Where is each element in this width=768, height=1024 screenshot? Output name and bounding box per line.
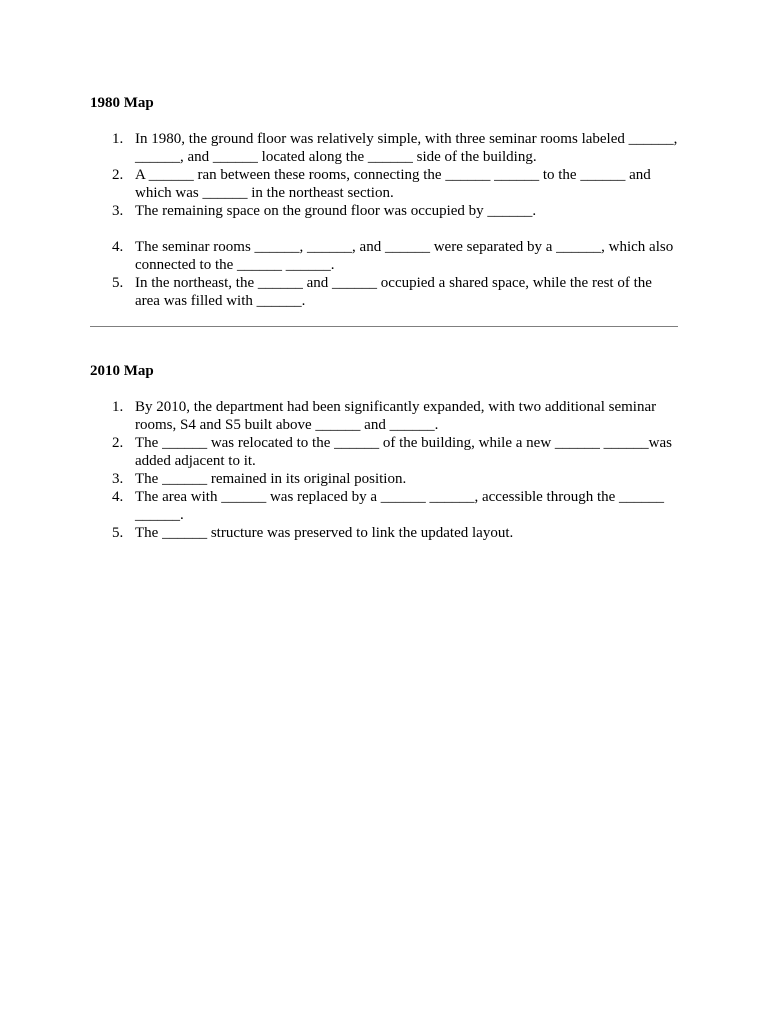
item-text: The ______ structure was preserved to link the updated layout.: [135, 525, 514, 541]
horizontal-divider: [90, 326, 678, 327]
section-heading: 1980 Map: [90, 95, 154, 111]
item-text: In the northeast, the ______ and ______ occupied a shared space, while the rest of the area was filled with ______.: [135, 275, 652, 309]
item-number: 1.: [112, 131, 124, 147]
item-text: The ______ remained in its original position.: [135, 471, 407, 487]
question-list: [90, 130, 680, 310]
section-2010-map: [90, 362, 680, 542]
item-number: 4.: [112, 489, 124, 505]
list-item: [90, 238, 680, 274]
list-item: [90, 488, 680, 524]
item-number: 5.: [112, 525, 124, 541]
item-number: 3.: [112, 471, 124, 487]
list-item: [90, 274, 680, 310]
list-item: [90, 524, 680, 542]
question-list: [90, 398, 680, 542]
section-heading: 2010 Map: [90, 363, 154, 379]
list-item: [90, 470, 680, 488]
item-text: The seminar rooms ______, ______, and ______ were separated by a ______, which also connected to the ______ ______.: [135, 239, 674, 273]
item-number: 2.: [112, 167, 124, 183]
item-number: 3.: [112, 203, 124, 219]
item-number: 1.: [112, 399, 124, 415]
item-text: The remaining space on the ground floor was occupied by ______.: [135, 203, 537, 219]
item-text: In 1980, the ground floor was relatively simple, with three seminar rooms labeled ______, ______, and ______ located along the ______ side of the building.: [135, 131, 678, 165]
list-item: [90, 202, 680, 220]
section-1980-map: [90, 94, 680, 310]
list-item: [90, 398, 680, 434]
item-number: 5.: [112, 275, 124, 291]
list-item: [90, 434, 680, 470]
item-number: 4.: [112, 239, 124, 255]
item-text: The ______ was relocated to the ______ of the building, while a new ______ ______was added adjacent to it.: [135, 435, 672, 469]
list-item: [90, 166, 680, 202]
item-number: 2.: [112, 435, 124, 451]
item-text: A ______ ran between these rooms, connecting the ______ ______ to the ______ and which was ______ in the northeast section.: [135, 167, 651, 201]
item-text: The area with ______ was replaced by a ______ ______, accessible through the ______ ______.: [135, 489, 665, 523]
list-item: [90, 130, 680, 166]
item-text: By 2010, the department had been significantly expanded, with two additional seminar rooms, S4 and S5 built above ______ and ______.: [135, 399, 657, 433]
